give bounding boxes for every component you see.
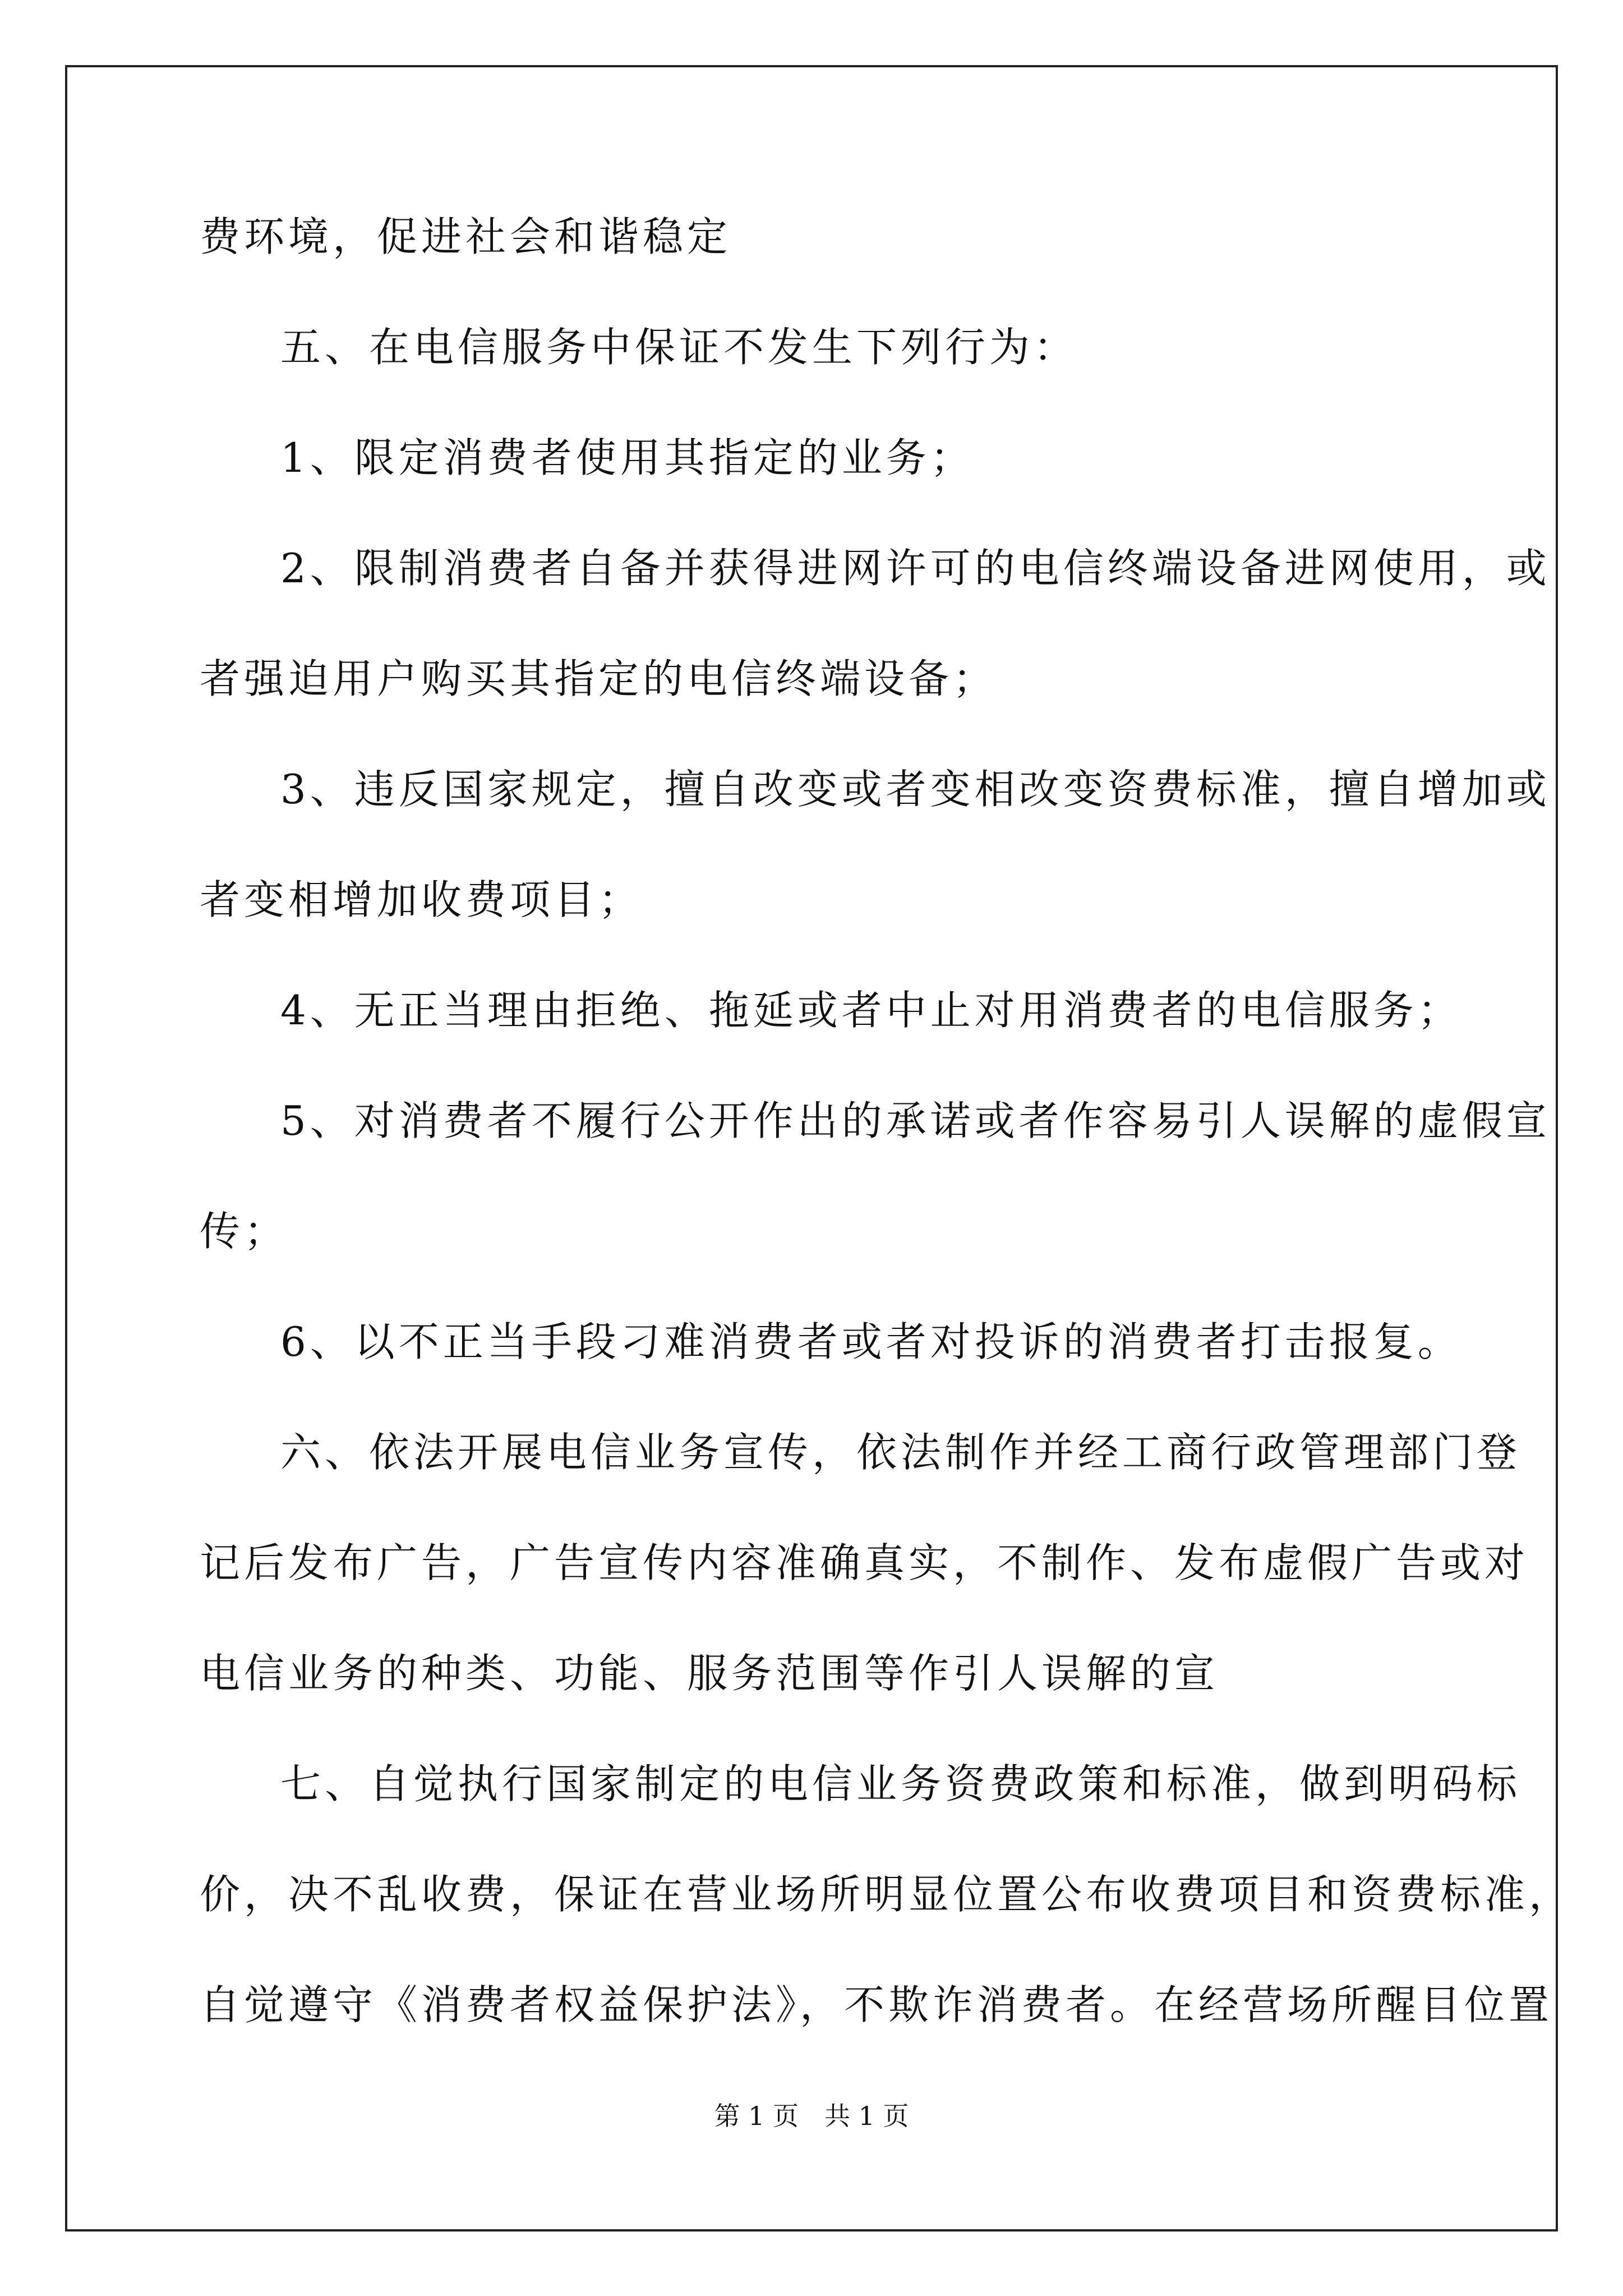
text-line: 者强迫用户购买其指定的电信终端设备； bbox=[200, 655, 998, 702]
text-line: 价，决不乱收费，保证在营业场所明显位置公布收费项目和资费标准， bbox=[200, 1871, 1574, 1918]
text-line: 者变相增加收费项目； bbox=[200, 876, 643, 923]
text-line: 六、依法开展电信业务宣传，依法制作并经工商行政管理部门登 bbox=[280, 1429, 1521, 1476]
text-line: 七、自觉执行国家制定的电信业务资费政策和标准，做到明码标 bbox=[280, 1760, 1521, 1807]
text-line: 自觉遵守《消费者权益保护法》，不欺诈消费者。在经营场所醒目位置 bbox=[200, 1981, 1553, 2028]
text-line: 2、限制消费者自备并获得进网许可的电信终端设备进网使用，或 bbox=[280, 545, 1551, 592]
text-line: 6、以不正当手段刁难消费者或者对投诉的消费者打击报复。 bbox=[280, 1318, 1462, 1365]
text-line: 电信业务的种类、功能、服务范围等作引人误解的宣 bbox=[200, 1650, 1219, 1697]
text-line: 5、对消费者不履行公开作出的承诺或者作容易引人误解的虚假宣 bbox=[280, 1097, 1551, 1144]
text-line: 记后发布广告，广告宣传内容准确真实，不制作、发布虚假广告或对 bbox=[200, 1539, 1529, 1586]
text-line: 4、无正当理由拒绝、拖延或者中止对用消费者的电信服务； bbox=[280, 987, 1462, 1034]
text-line: 费环境，促进社会和谐稳定 bbox=[200, 213, 732, 260]
page-footer: 第 1 页 共 1 页 bbox=[714, 2101, 909, 2131]
text-line: 五、在电信服务中保证不发生下列行为： bbox=[280, 324, 1078, 371]
text-line: 3、违反国家规定，擅自改变或者变相改变资费标准，擅自增加或 bbox=[280, 766, 1551, 813]
text-line: 1、限定消费者使用其指定的业务； bbox=[280, 434, 975, 481]
text-line: 传； bbox=[200, 1208, 289, 1255]
